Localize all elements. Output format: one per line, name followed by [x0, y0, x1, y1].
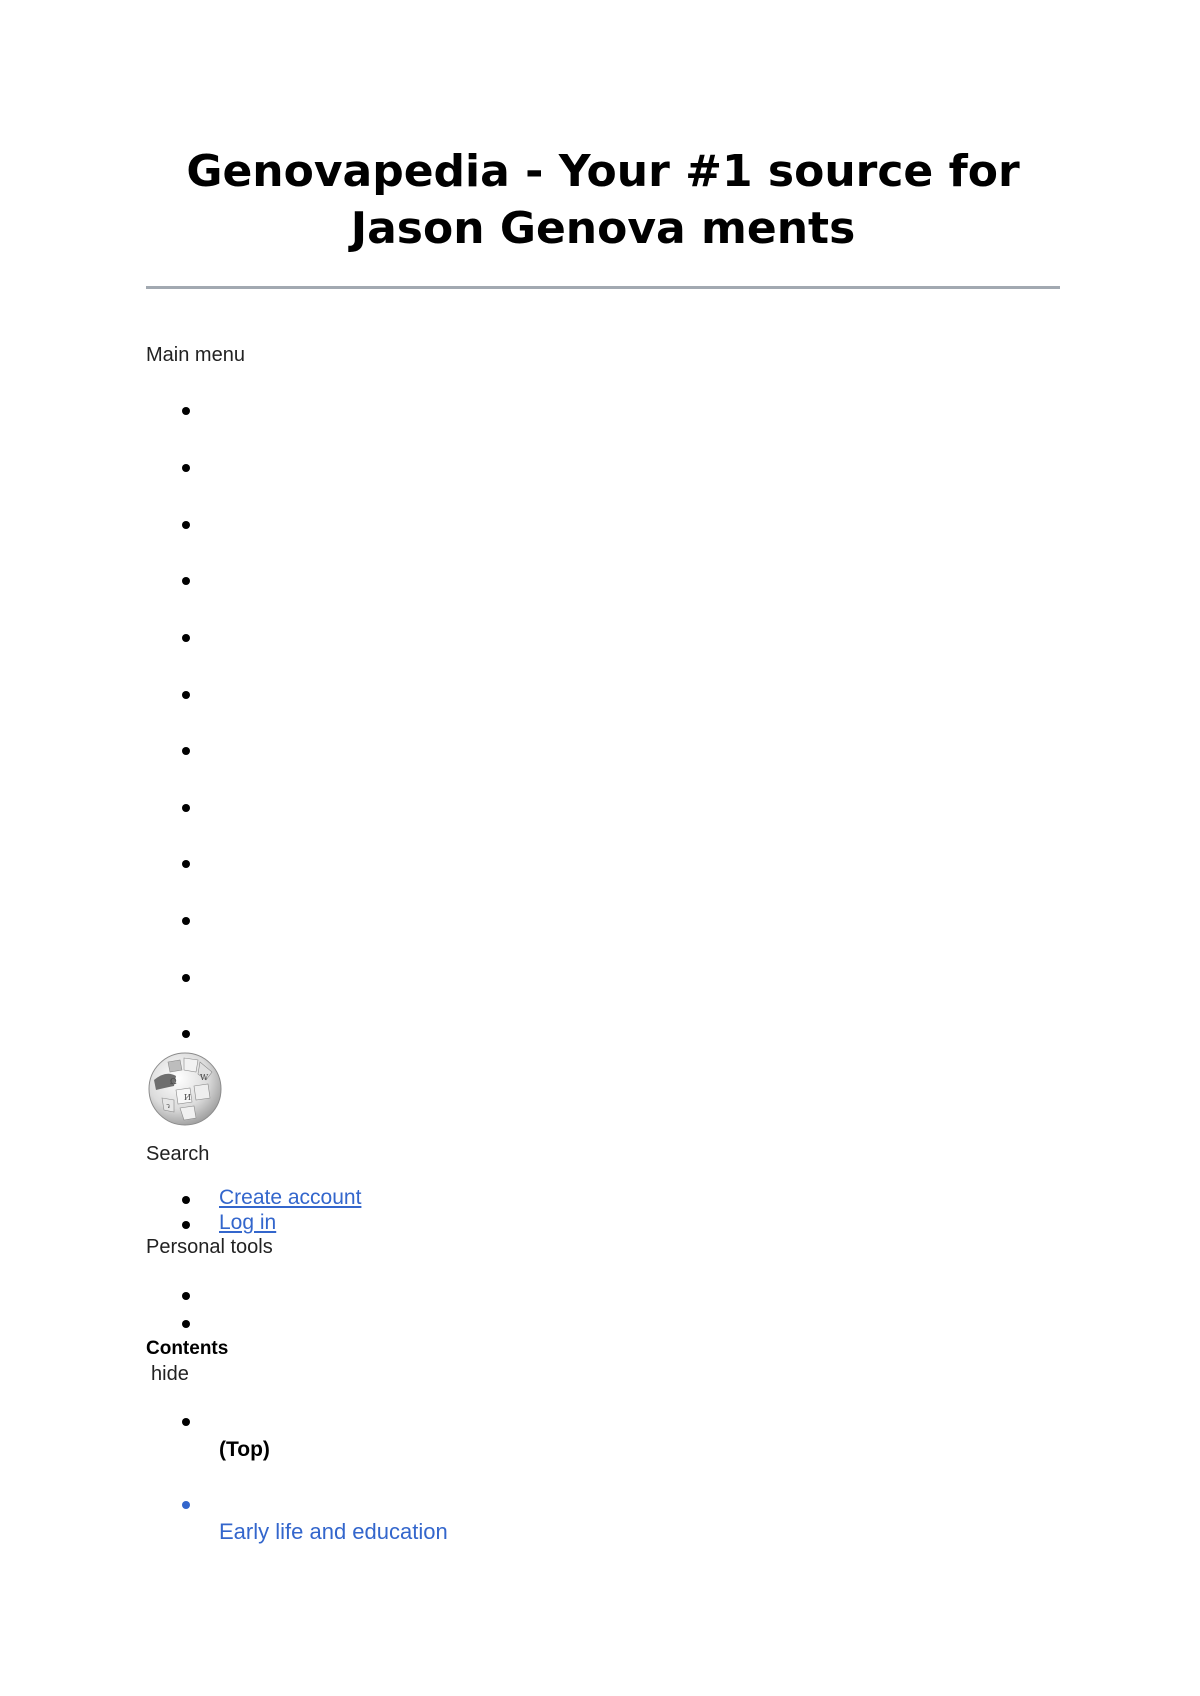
main-menu-item[interactable]: [182, 521, 190, 529]
main-menu-item[interactable]: [182, 917, 190, 925]
log-in-link[interactable]: Log in: [219, 1211, 277, 1234]
main-menu-item[interactable]: [182, 860, 190, 868]
search-label: Search: [146, 1143, 210, 1165]
main-menu-item[interactable]: [182, 974, 190, 982]
main-menu-item[interactable]: [182, 691, 190, 699]
main-menu-item[interactable]: [182, 464, 190, 472]
personal-tools-item[interactable]: [182, 1292, 190, 1300]
main-menu-item[interactable]: [182, 577, 190, 585]
toc-item-top[interactable]: (Top): [219, 1438, 270, 1461]
svg-text:ว: ว: [166, 1102, 170, 1110]
svg-text:И: И: [184, 1093, 191, 1102]
main-menu-item[interactable]: [182, 407, 190, 415]
main-menu-item[interactable]: [182, 747, 190, 755]
toc-item-early-life[interactable]: Early life and education: [219, 1519, 448, 1544]
main-menu-item[interactable]: [182, 804, 190, 812]
personal-tools-label: Personal tools: [146, 1236, 273, 1258]
toc-bullet: [182, 1418, 190, 1426]
main-menu-item[interactable]: [182, 634, 190, 642]
create-account-link[interactable]: Create account: [219, 1186, 362, 1209]
list-bullet: [182, 1196, 190, 1204]
wikipedia-globe-icon[interactable]: [146, 1050, 224, 1126]
toc-bullet: [182, 1501, 190, 1509]
list-bullet: [182, 1221, 190, 1229]
contents-title: Contents: [146, 1338, 229, 1359]
contents-hide-toggle[interactable]: hide: [151, 1363, 189, 1385]
personal-tools-item[interactable]: [182, 1320, 190, 1328]
main-menu-label: Main menu: [146, 344, 245, 366]
main-menu-item[interactable]: [182, 1030, 190, 1038]
page-title: Genovapedia - Your #1 source for Jason Genova ments: [186, 146, 1020, 254]
svg-text:Ω: Ω: [170, 1077, 177, 1086]
svg-text:W: W: [200, 1073, 209, 1082]
title-divider: [146, 286, 1060, 289]
